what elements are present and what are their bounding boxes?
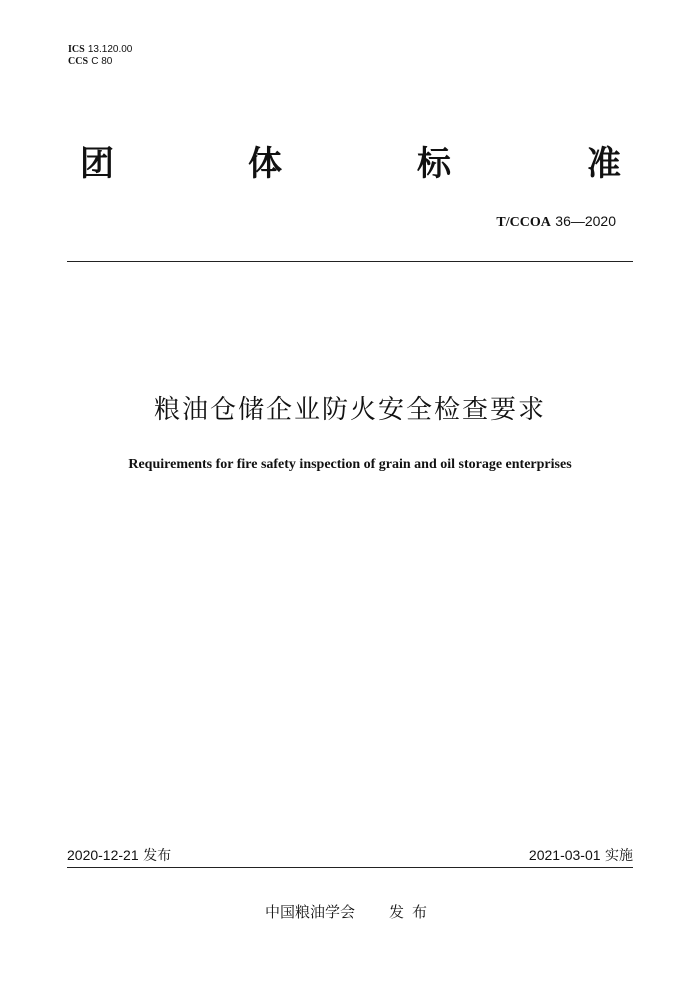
- ics-value: 13.120.00: [87, 44, 133, 55]
- header-divider: [67, 261, 633, 262]
- standard-type-char-4: 准: [587, 144, 621, 184]
- standard-number-value: 36—2020: [555, 213, 616, 229]
- implementation-date-label: 实施: [605, 848, 633, 864]
- publisher-name: 中国粮油学会: [264, 903, 355, 921]
- publisher-action: 发布: [389, 903, 436, 921]
- document-title-chinese: 粮油仓储企业防火安全检查要求: [153, 395, 546, 425]
- standard-type-char-3: 标: [417, 144, 451, 184]
- ics-label: ICS: [68, 44, 85, 55]
- standard-type-char-2: 体: [248, 144, 282, 184]
- document-title-english: Requirements for fire safety inspection of grain and oil storage enterprises: [128, 457, 572, 472]
- standard-type-heading: [68, 140, 633, 188]
- ccs-code: [68, 56, 132, 68]
- standard-number: [496, 212, 616, 232]
- classification-codes: [68, 44, 132, 68]
- ccs-label: CCS: [68, 56, 89, 67]
- publisher-line: [0, 902, 700, 922]
- issue-date-value: 2020-12-21: [67, 847, 139, 863]
- standard-number-prefix: T/CCOA: [496, 215, 551, 230]
- issue-date: [67, 846, 171, 865]
- issue-date-label: 发布: [143, 848, 172, 864]
- ccs-value: C 80: [91, 56, 113, 67]
- implementation-date-value: 2021-03-01: [528, 847, 601, 863]
- footer-divider: [67, 867, 633, 868]
- ics-code: [68, 44, 132, 56]
- standard-type-char-1: 团: [80, 144, 114, 184]
- implementation-date: [529, 846, 633, 865]
